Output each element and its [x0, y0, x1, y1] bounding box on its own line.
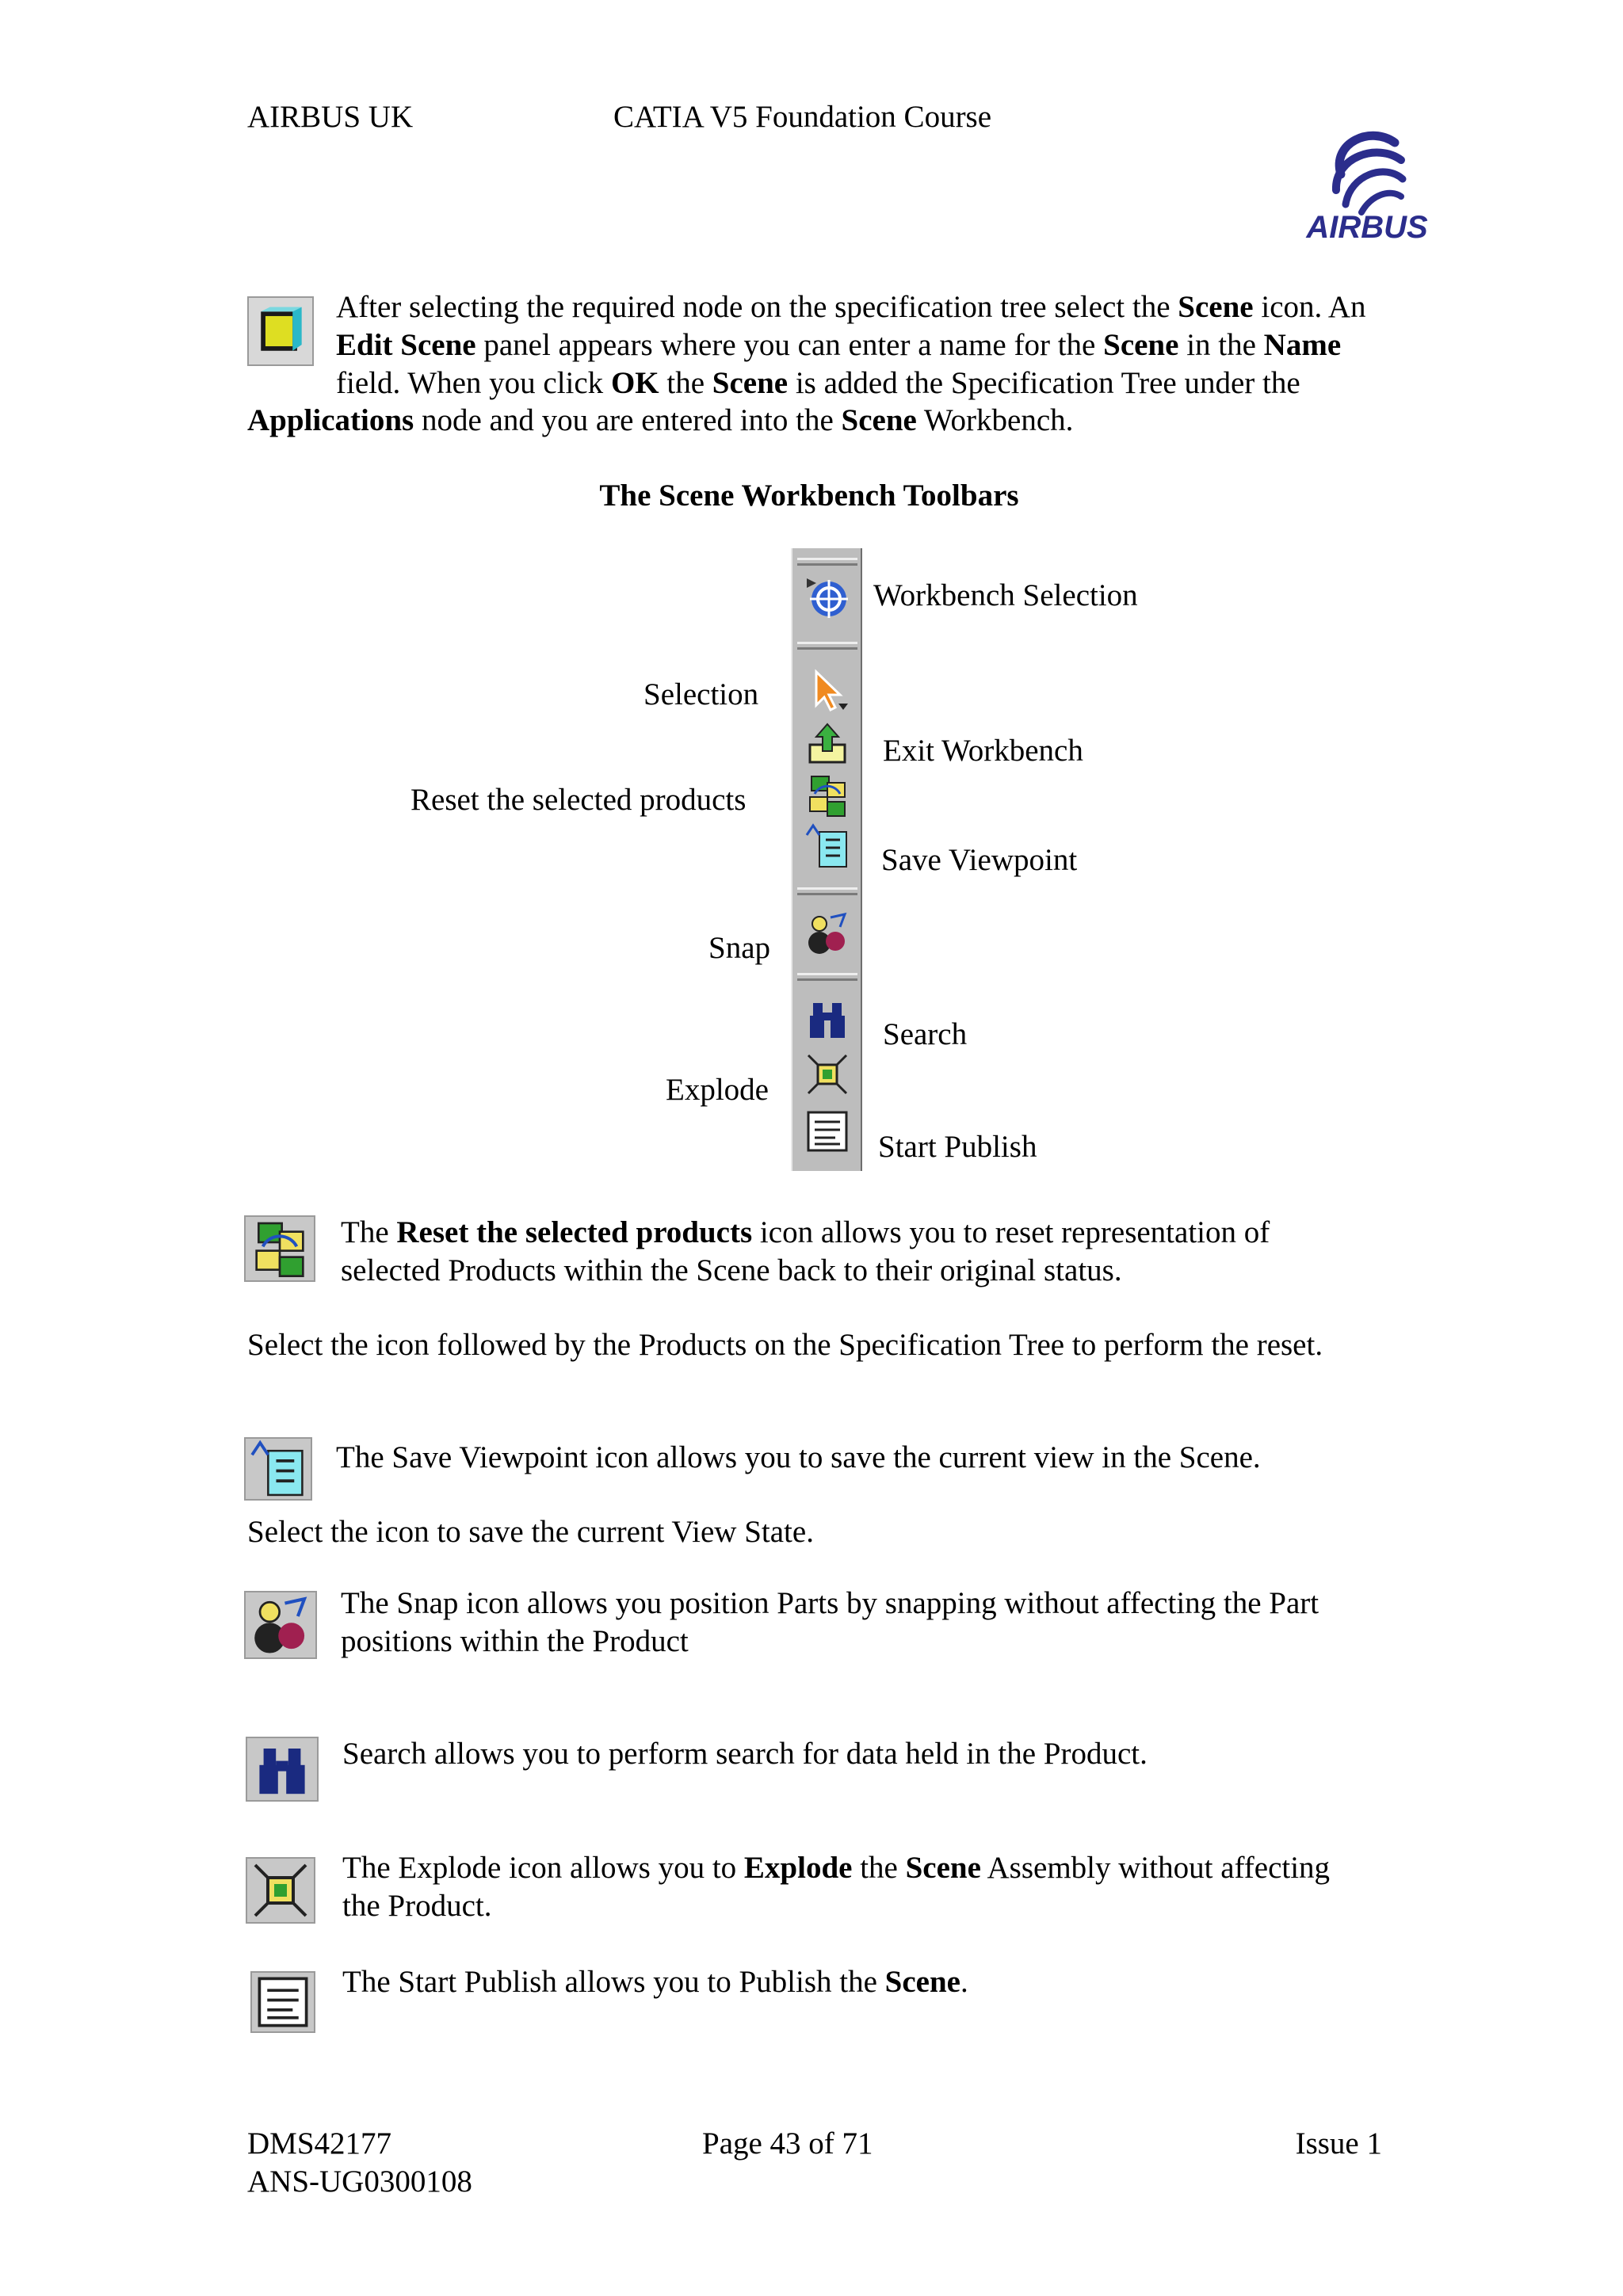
explode-icon [246, 1857, 315, 1924]
logo-text: AIRBUS [1306, 210, 1428, 245]
save-viewpoint-icon [244, 1437, 312, 1501]
footer-issue: Issue 1 [1295, 2126, 1382, 2161]
intro-paragraph: After selecting the required node on the specification tree select the Scene icon. An Edit Scene panel appears where you can enter a name for the Scene in the Name field. When you click OK the Scene is added the Specification Tree under the [336, 290, 1366, 400]
footer-page-number: Page 43 of 71 [702, 2126, 873, 2161]
label-explode: Explode [666, 1073, 769, 1107]
workbench-selection-icon[interactable] [804, 574, 851, 621]
start-publish-icon[interactable] [804, 1108, 851, 1155]
header-course: CATIA V5 Foundation Course [613, 100, 992, 134]
header-company: AIRBUS UK [247, 100, 414, 134]
save-note: Select the icon to save the current View State. [247, 1515, 814, 1549]
label-reset: Reset the selected products [411, 783, 747, 817]
airbus-logo [1284, 119, 1450, 246]
toolbar-section-title: The Scene Workbench Toolbars [599, 479, 1019, 513]
label-start-publish: Start Publish [878, 1130, 1037, 1164]
search-description: Search allows you to perform search for data held in the Product. [342, 1737, 1148, 1771]
exit-workbench-icon[interactable] [804, 721, 851, 769]
reset-note: Select the icon followed by the Products on the Specification Tree to perform the reset. [247, 1328, 1323, 1362]
label-snap: Snap [708, 931, 770, 965]
publish-description: The Start Publish allows you to Publish the Scene. [342, 1965, 968, 1999]
search-binoculars-icon[interactable] [804, 995, 851, 1043]
label-exit-workbench: Exit Workbench [883, 734, 1083, 768]
label-selection: Selection [643, 677, 759, 711]
search-binoculars-icon [246, 1737, 319, 1802]
snap-icon [244, 1591, 317, 1659]
snap-icon[interactable] [804, 910, 851, 957]
reset-products-icon [244, 1215, 315, 1282]
start-publish-icon [250, 1971, 315, 2033]
reset-products-icon[interactable] [804, 772, 851, 819]
label-search: Search [883, 1017, 968, 1051]
scene-icon [247, 296, 314, 366]
reset-description: The Reset the selected products icon allows you to reset representation of selected Products within the Scene back to their original status. [341, 1215, 1270, 1287]
toolbar-grip[interactable] [797, 558, 857, 566]
explode-description: The Explode icon allows you to Explode the Scene Assembly without affecting the Product. [342, 1851, 1331, 1923]
footer-doc-id-2: ANS-UG0300108 [247, 2164, 472, 2199]
save-viewpoint-description: The Save Viewpoint icon allows you to save the current view in the Scene. [336, 1440, 1261, 1474]
toolbar-grip[interactable] [797, 973, 857, 981]
save-viewpoint-icon[interactable] [804, 822, 851, 870]
toolbar-grip[interactable] [797, 887, 857, 895]
toolbar-grip[interactable] [797, 642, 857, 650]
intro-paragraph-tail: Applications node and you are entered into the Scene Workbench. [247, 403, 1074, 437]
explode-icon[interactable] [804, 1051, 851, 1098]
label-save-viewpoint: Save Viewpoint [881, 843, 1078, 877]
snap-description: The Snap icon allows you position Parts by snapping without affecting the Part positions within the Product [341, 1586, 1319, 1658]
label-workbench-selection: Workbench Selection [873, 578, 1138, 612]
footer-doc-id: DMS42177 [247, 2126, 392, 2161]
scene-toolbar [791, 548, 862, 1171]
selection-arrow-icon[interactable] [804, 667, 851, 715]
